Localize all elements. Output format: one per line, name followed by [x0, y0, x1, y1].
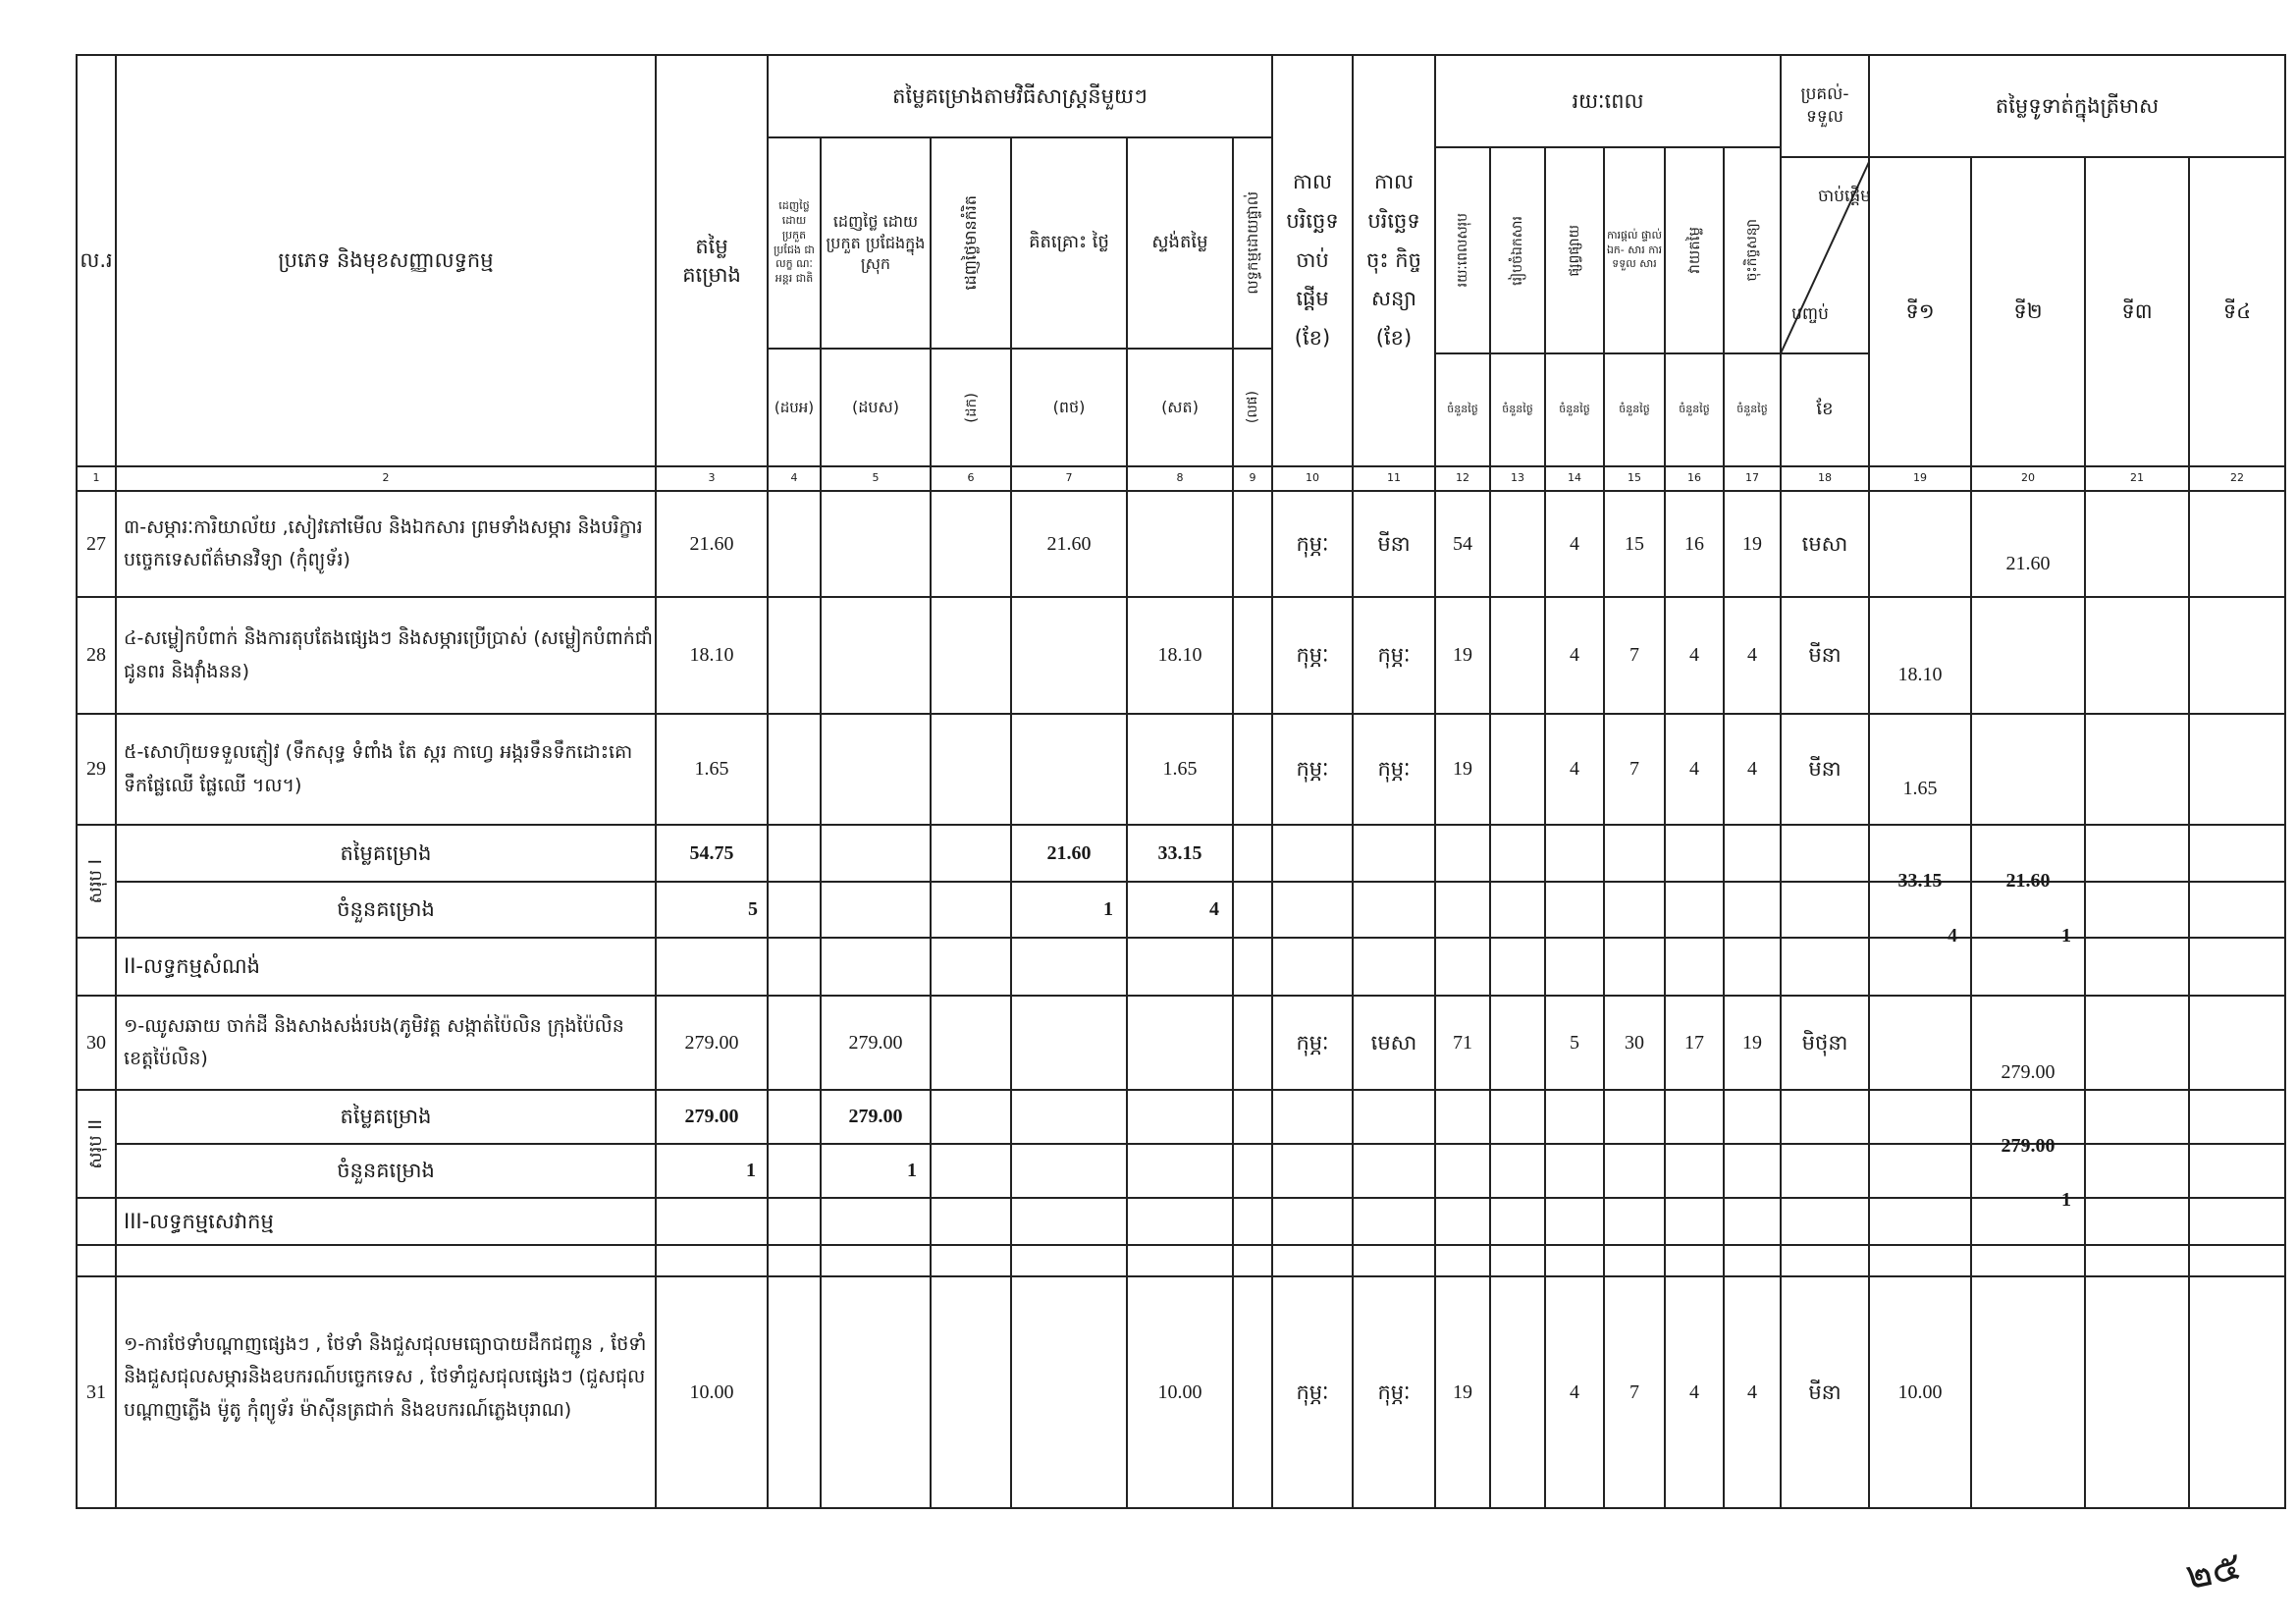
row-31-submit-days: 7: [1629, 1380, 1639, 1403]
row-29-q1: 1.65: [1902, 778, 1938, 799]
period-contract-label: ចុះកិច្ចសន្យា: [1743, 219, 1760, 282]
method-consult-abbr: (ពថ): [1052, 398, 1086, 417]
row-29-cost: 1.65: [694, 758, 729, 780]
col-start-header: កាល បរិច្ឆេទ ចាប់ ផ្តើម (ខែ): [1286, 169, 1339, 351]
row-29-contract-days: 4: [1747, 758, 1757, 780]
col-desc-header: ប្រភេទ និងមុខសញ្ញាលទ្ធកម្ម: [278, 248, 494, 273]
section-ii-title: II-លទ្ធកម្មសំណង់: [124, 954, 260, 979]
column-number-11: 11: [1387, 471, 1401, 485]
method-restricted-label: ដេញថ្លៃមានកំរិត: [961, 195, 981, 291]
row-27-sign: មីនា: [1377, 531, 1411, 556]
row-30-cost: 279.00: [684, 1031, 739, 1054]
row-27-receive: មេសា: [1801, 531, 1848, 556]
method-survey-abbr: (សត): [1161, 398, 1199, 417]
column-number-17: 17: [1745, 471, 1759, 485]
row-29-receive: មីនា: [1808, 757, 1842, 782]
row-31-sign: កុម្ភៈ: [1377, 1380, 1411, 1404]
method-consult-label: គិតគ្រោះ ថ្លៃ: [1029, 232, 1109, 253]
receive-start-label: ចាប់ផ្តើម: [1818, 186, 1871, 206]
row-30-publish-days: 5: [1570, 1031, 1579, 1054]
row-27-total-days: 54: [1453, 532, 1472, 555]
row-29-desc: ៥-សោហ៊ុយទទួលភ្ញៀវ (ទឹកសុទ្ធ ទំពាំង តែ ស្ករ កាហ្វេ អង្ករទឹនទឹកដោះគោ ទឹកផ្លែឈើ ផ្លែឈើ ។ល។): [124, 741, 633, 796]
row-31-start: កុម្ភៈ: [1296, 1380, 1329, 1404]
column-number-3: 3: [708, 471, 716, 485]
column-number-6: 6: [967, 471, 975, 485]
column-number-15: 15: [1628, 471, 1641, 485]
method-ibs-label: ដេញថ្លៃ ដោយ ប្រកួត ប្រជែង ជាលក្ខ ណៈអន្តរ ជាតិ: [774, 198, 815, 286]
period-evaluate-label: វាយតម្លៃ: [1684, 227, 1703, 274]
method-nbs-abbr: (ដបស): [851, 398, 900, 417]
row-27-eval-days: 16: [1684, 532, 1704, 555]
column-number-18: 18: [1818, 471, 1832, 485]
row-31-cost: 10.00: [689, 1380, 734, 1403]
total-ii-cost-label: តម្លៃគម្រោង: [340, 1105, 432, 1129]
row-29-sign: កុម្ភៈ: [1377, 757, 1411, 782]
row-29-eval-days: 4: [1689, 758, 1699, 780]
row-27-desc: ៣-សម្ភារៈការិយាល័យ ,សៀវភៅមើល និងឯកសារ ព្រមទាំងសម្ភារ និងបរិក្ខារបច្ចេកទេសព័ត៌មានវិទ្យា (កុំព្យូទ័រ): [124, 515, 643, 570]
col-no-header: ល.រ: [80, 248, 113, 273]
row-31-survey: 10.00: [1157, 1380, 1202, 1403]
period-group-header: រយៈពេល: [1572, 88, 1644, 113]
row-28-sign: កុម្ភៈ: [1377, 643, 1411, 668]
receive-end-label: បញ្ចប់: [1791, 303, 1829, 324]
row-28-total-days: 19: [1453, 644, 1472, 666]
total-i-cost: 54.75: [689, 841, 734, 864]
row-31-publish-days: 4: [1570, 1380, 1579, 1403]
period-unit: ចំនួនថ្ងៃ: [1502, 403, 1533, 416]
total-ii-count-label: ចំនួនគម្រោង: [337, 1159, 435, 1183]
total-i-count-label: ចំនួនគម្រោង: [337, 897, 435, 922]
column-number-19: 19: [1913, 471, 1927, 485]
total-ii-count-q2: 1: [2061, 1189, 2071, 1211]
row-30-q2: 279.00: [2001, 1060, 2056, 1083]
row-29-publish-days: 4: [1570, 758, 1579, 780]
quarter-2-header: ទី២: [2013, 299, 2043, 324]
column-number-5: 5: [872, 471, 880, 485]
row-27-no: 27: [86, 532, 106, 555]
column-number-2: 2: [382, 471, 390, 485]
total-ii-q2: 279.00: [2001, 1135, 2056, 1157]
quarter-3-header: ទី៣: [2121, 299, 2153, 324]
row-30-desc: ១-ឈូសឆាយ ចាក់ដី និងសាងសង់របង(ភូមិវត្ត សង្កាត់ប៉ៃលិន ក្រុងប៉ៃលិន ខេត្តប៉ៃលិន): [124, 1014, 624, 1069]
row-27-contract-days: 19: [1742, 532, 1762, 555]
row-31-total-days: 19: [1453, 1380, 1472, 1403]
page-number-mark: ๒๕: [2181, 1542, 2246, 1599]
section-iii-title: III-លទ្ធកម្មសេវាកម្ម: [124, 1209, 274, 1233]
total-ii-count-nbs: 1: [907, 1160, 917, 1181]
total-i-label: សរុប I: [84, 858, 106, 904]
period-prepare-label: រៀបចំឯកសារ: [1509, 215, 1525, 286]
row-29-survey: 1.65: [1162, 758, 1198, 780]
row-28-contract-days: 4: [1747, 644, 1757, 666]
row-29-start: កុម្ភៈ: [1296, 757, 1329, 782]
total-i-survey: 33.15: [1157, 841, 1202, 864]
total-i-count-q1: 4: [1948, 925, 1957, 947]
quarter-group-header: តម្លៃទូទាត់ក្នុងត្រីមាស: [1995, 93, 2160, 118]
row-31-receive: មីនា: [1808, 1380, 1842, 1404]
row-28-eval-days: 4: [1689, 644, 1699, 666]
receive-group-header: ប្រគល់- ទទួល: [1800, 84, 1849, 127]
total-ii-count: 1: [746, 1160, 756, 1181]
total-i-count-survey: 4: [1209, 898, 1219, 920]
row-28-cost: 18.10: [689, 644, 734, 666]
period-submission-label: ការផ្តល់ ផ្ទាល់ ឯក- សារ ការទទួល សារ: [1606, 228, 1663, 271]
row-28-survey: 18.10: [1157, 644, 1202, 666]
row-31-contract-days: 4: [1747, 1380, 1757, 1403]
col-cost-header: តម្លៃ គម្រោង: [682, 235, 741, 287]
row-30-sign: មេសា: [1370, 1030, 1417, 1055]
row-28-q1: 18.10: [1897, 664, 1943, 685]
method-group-header: តម្លៃគម្រោងតាមវិធីសាស្ត្រនីមួយៗ: [892, 83, 1148, 108]
row-28-no: 28: [86, 644, 106, 666]
column-number-1: 1: [92, 471, 100, 485]
row-27-publish-days: 4: [1570, 532, 1579, 555]
total-i-q2: 21.60: [2005, 869, 2051, 892]
total-ii-cost: 279.00: [684, 1106, 739, 1127]
total-i-count-q2: 1: [2061, 925, 2071, 947]
period-total-label: រយៈពេលសរុប: [1454, 213, 1470, 288]
row-27-cost: 21.60: [689, 532, 734, 555]
column-number-14: 14: [1568, 471, 1581, 485]
column-number-9: 9: [1249, 471, 1256, 485]
row-30-contract-days: 19: [1742, 1031, 1762, 1054]
row-27-consult: 21.60: [1046, 532, 1092, 555]
row-27-q2: 21.60: [2005, 552, 2051, 574]
column-number-22: 22: [2230, 471, 2244, 485]
row-31-eval-days: 4: [1689, 1380, 1699, 1403]
method-survey-label: ស្ទង់តម្លៃ: [1151, 232, 1208, 253]
row-29-no: 29: [86, 758, 106, 780]
method-nbs-label: ដេញថ្លៃ ដោយប្រកួត ប្រជែងក្នុង ស្រុក: [826, 212, 926, 274]
column-number-16: 16: [1687, 471, 1701, 485]
total-ii-nbs: 279.00: [848, 1106, 903, 1127]
row-27-start: កុម្ភៈ: [1296, 531, 1329, 556]
row-30-submit-days: 30: [1625, 1031, 1644, 1054]
row-28-start: កុម្ភៈ: [1296, 643, 1329, 668]
period-unit: ចំនួនថ្ងៃ: [1619, 403, 1650, 416]
total-i-cost-label: តម្លៃគម្រោង: [340, 840, 432, 865]
row-30-receive: មិថុនា: [1801, 1030, 1848, 1055]
column-number-4: 4: [790, 471, 798, 485]
row-28-publish-days: 4: [1570, 644, 1579, 666]
row-28-desc: ៤-សម្លៀកបំពាក់ និងការតុបតែងផ្សេងៗ និងសម្ភារប្រើប្រាស់ (សម្លៀកបំពាក់ជាំជូនពរ និងវ៉ាំងនន): [124, 627, 653, 682]
period-unit: ចំនួនថ្ងៃ: [1736, 403, 1768, 416]
total-i-consult: 21.60: [1046, 841, 1092, 864]
row-30-nbs: 279.00: [848, 1031, 903, 1054]
period-publish-label: ផ្សព្វផ្សាយ: [1566, 224, 1582, 277]
column-number-13: 13: [1511, 471, 1524, 485]
total-i-count: 5: [748, 898, 758, 920]
row-31-no: 31: [86, 1380, 106, 1403]
column-number-12: 12: [1456, 471, 1469, 485]
col-sign-header: កាល បរិច្ឆេទ ចុះ កិច្ច សន្យា (ខែ): [1366, 169, 1421, 351]
column-number-10: 10: [1306, 471, 1319, 485]
column-number-7: 7: [1065, 471, 1073, 485]
method-direct-label: លទ្ធកម្មដោយផ្ទាល់: [1243, 191, 1261, 295]
row-27-submit-days: 15: [1625, 532, 1644, 555]
receive-unit: ខែ: [1816, 399, 1834, 420]
row-31-desc: ១-ការថែទាំបណ្តាញផ្សេងៗ , ថែទាំ និងជួសជុលមធ្យោបាយដឹកជញ្ជូន , ថែទាំ និងជួសជុលសម្ភារនិងឧបករណ៍បច្ចេកទេស , ថែទាំជួសជុលផ្សេងៗ (ជួសជុលបណ្តាញភ្លើង ម៉ូតូ កុំព្យូទ័រ ម៉ាស៊ីនត្រជាក់ និងឧបករណ៍ភ្លេងបុរាណ): [124, 1333, 647, 1421]
method-ibs-abbr: (ដបអ): [774, 398, 815, 416]
total-i-q1: 33.15: [1897, 869, 1943, 892]
row-29-total-days: 19: [1453, 758, 1472, 780]
column-number-21: 21: [2130, 471, 2144, 485]
total-i-count-consult: 1: [1103, 898, 1113, 920]
row-30-eval-days: 17: [1684, 1031, 1704, 1054]
total-ii-label: សរុប II: [84, 1118, 106, 1169]
period-unit: ចំនួនថ្ងៃ: [1679, 403, 1710, 416]
period-unit: ចំនួនថ្ងៃ: [1559, 403, 1590, 416]
quarter-4-header: ទី៤: [2222, 299, 2252, 324]
row-30-no: 30: [86, 1031, 106, 1054]
column-number-8: 8: [1176, 471, 1184, 485]
period-unit: ចំនួនថ្ងៃ: [1447, 403, 1478, 416]
quarter-1-header: ទី១: [1905, 299, 1935, 324]
row-29-submit-days: 7: [1629, 758, 1639, 780]
method-restricted-abbr: (ដក): [961, 392, 980, 423]
row-30-start: កុម្ភៈ: [1296, 1030, 1329, 1055]
row-28-receive: មីនា: [1808, 643, 1842, 668]
row-31-q1: 10.00: [1897, 1380, 1943, 1403]
method-direct-abbr: (លផ): [1244, 391, 1260, 424]
row-30-total-days: 71: [1453, 1031, 1472, 1054]
row-28-submit-days: 7: [1629, 644, 1639, 666]
column-number-20: 20: [2021, 471, 2035, 485]
